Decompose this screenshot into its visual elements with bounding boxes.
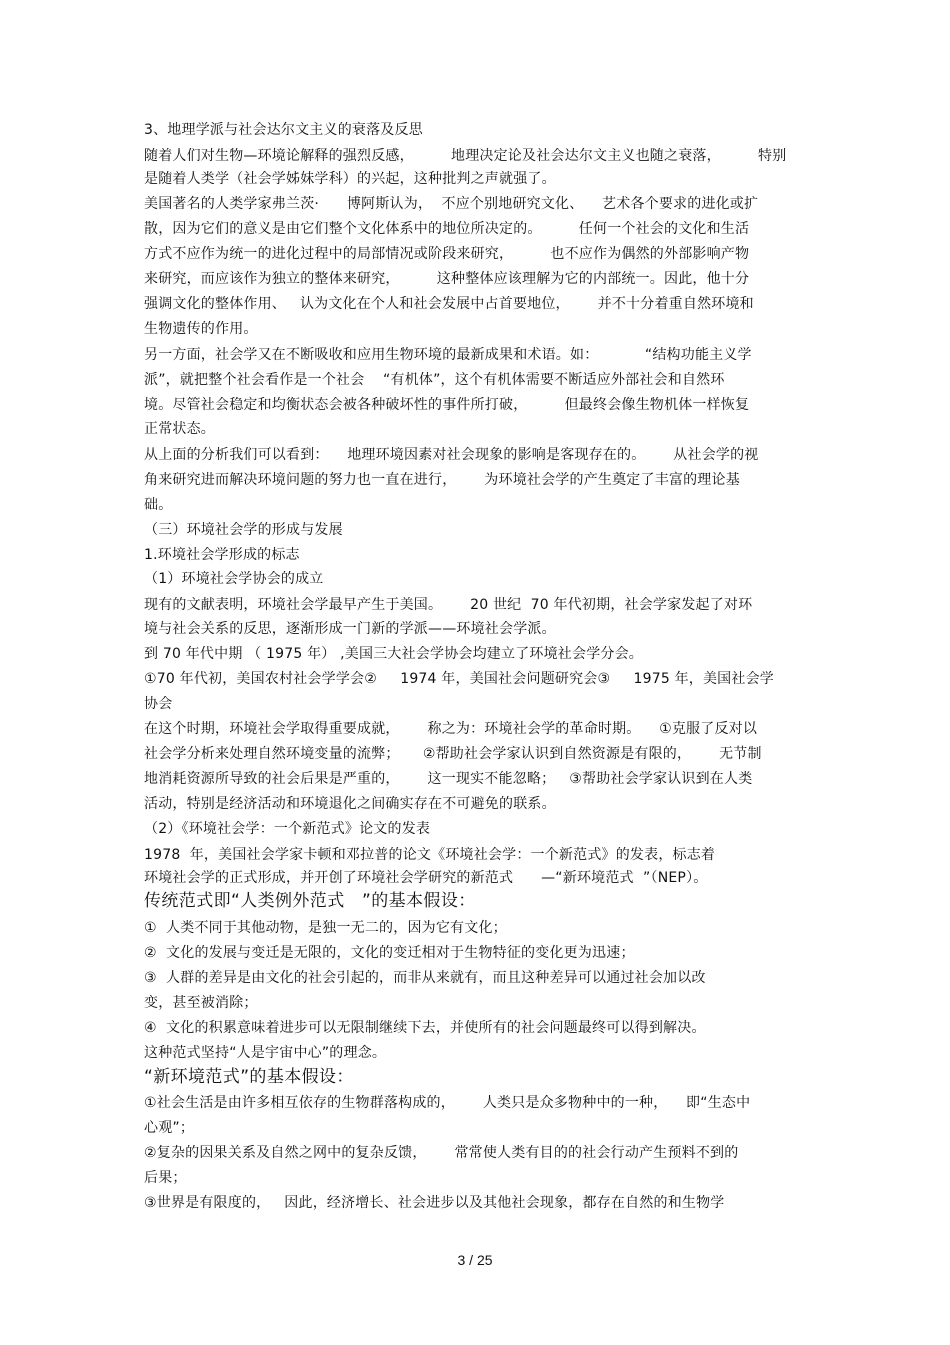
- section-heading: “新环境范式”的基本假设：: [144, 1067, 354, 1087]
- list-item: ③ 人群的差异是由文化的社会引起的，而非从来就有，而且这种差异可以通过社会加以改: [144, 970, 706, 986]
- paragraph-line: 这种范式坚持“人是宇宙中心”的理念。: [144, 1045, 387, 1061]
- paragraph-line: 础。: [144, 497, 173, 513]
- list-item: 变，甚至被消除；: [144, 995, 258, 1011]
- paragraph-line: 境与社会关系的反思，逐渐形成一门新的学派——环境社会学派。: [144, 621, 556, 637]
- subsection-heading: 1.环境社会学形成的标志: [144, 547, 300, 563]
- paragraph-line: 在这个时期，环境社会学取得重要成就， 称之为：环境社会学的革命时期。 ①克服了反对以: [144, 721, 758, 737]
- list-item: ①社会生活是由许多相互依存的生物群落构成的， 人类只是众多物种中的一种， 即“生态中: [144, 1095, 751, 1111]
- paragraph-line: 角来研究进而解决环境问题的努力也一直在进行， 为环境社会学的产生奠定了丰富的理论基: [144, 472, 740, 488]
- section-heading: 传统范式即“人类例外范式 ”的基本假设：: [144, 891, 476, 911]
- paragraph-line: 另一方面，社会学又在不断吸收和应用生物环境的最新成果和术语。如： “结构功能主义学: [144, 347, 752, 363]
- paragraph-line: ①70 年代初，美国农村社会学学会② 1974 年，美国社会问题研究会③ 1975 年，美国社会学: [144, 671, 774, 687]
- subsection-heading: （2）《环境社会学：一个新范式》论文的发表: [144, 821, 431, 837]
- paragraph-line: 是随着人类学（社会学姊妹学科）的兴起，这种批判之声就强了。: [144, 171, 556, 187]
- paragraph-line: 来研究，而应该作为独立的整体来研究， 这种整体应该理解为它的内部统一。因此，他十分: [144, 271, 750, 287]
- paragraph-line: 协会: [144, 696, 173, 712]
- list-item: ③世界是有限度的， 因此，经济增长、社会进步以及其他社会现象，都存在自然的和生物学: [144, 1195, 725, 1211]
- paragraph-line: 到 70 年代中期 （ 1975 年） ,美国三大社会学协会均建立了环境社会学分会。: [144, 646, 643, 662]
- list-item: ④ 文化的积累意味着进步可以无限制继续下去，并使所有的社会问题最终可以得到解决。: [144, 1020, 706, 1036]
- page-number: 3 / 25: [457, 1252, 493, 1268]
- list-item: ① 人类不同于其他动物，是独一无二的，因为它有文化；: [144, 920, 507, 936]
- paragraph-line: 社会学分析来处理自然环境变量的流弊； ②帮助社会学家认识到自然资源是有限的， 无节制: [144, 746, 762, 762]
- paragraph-line: 生物遗传的作用。: [144, 321, 258, 337]
- paragraph-line: 强调文化的整体作用、 认为文化在个人和社会发展中占首要地位， 并不十分着重自然环境和: [144, 296, 754, 312]
- paragraph-line: 派”，就把整个社会看作是一个社会 “有机体”，这个有机体需要不断适应外部社会和自然环: [144, 372, 725, 388]
- section-heading: 3、地理学派与社会达尔文主义的衰落及反思: [144, 122, 423, 138]
- list-item: 心观”；: [144, 1120, 195, 1136]
- paragraph-line: 1978 年，美国社会学家卡顿和邓拉普的论文《环境社会学：一个新范式》的发表，标志着: [144, 847, 716, 863]
- paragraph-line: 现有的文献表明，环境社会学最早产生于美国。 20 世纪 70 年代初期，社会学家发起了对环: [144, 597, 753, 613]
- paragraph-line: 环境社会学的正式形成，并开创了环境社会学研究的新范式 —“新环境范式 ”（NEP）。: [144, 870, 708, 886]
- paragraph-line: 正常状态。: [144, 421, 215, 437]
- paragraph-line: 随着人们对生物—环境论解释的强烈反感， 地理决定论及社会达尔文主义也随之衰落， 特别: [144, 148, 787, 164]
- list-item: 后果；: [144, 1170, 187, 1186]
- paragraph-line: 地消耗资源所导致的社会后果是严重的， 这一现实不能忽略； ③帮助社会学家认识到在人类: [144, 771, 753, 787]
- paragraph-line: 境。尽管社会稳定和均衡状态会被各种破坏性的事件所打破， 但最终会像生物机体一样恢复: [144, 397, 750, 413]
- list-item: ②复杂的因果关系及自然之网中的复杂反馈， 常常使人类有目的的社会行动产生预料不到的: [144, 1145, 739, 1161]
- subsection-heading: （1）环境社会学协会的成立: [144, 571, 324, 587]
- section-heading: （三）环境社会学的形成与发展: [144, 522, 343, 538]
- paragraph-line: 从上面的分析我们可以看到： 地理环境因素对社会现象的影响是客现存在的。 从社会学的视: [144, 447, 759, 463]
- list-item: ② 文化的发展与变迁是无限的，文化的变迁相对于生物特征的变化更为迅速；: [144, 945, 635, 961]
- paragraph-line: 美国著名的人类学家弗兰茨· 博阿斯认为， 不应个别地研究文化、 艺术各个要求的进化或扩: [144, 196, 759, 212]
- paragraph-line: 活动，特别是经济活动和环境退化之间确实存在不可避免的联系。: [144, 796, 556, 812]
- paragraph-line: 散，因为它们的意义是由它们整个文化体系中的地位所决定的。 任何一个社会的文化和生活: [144, 221, 750, 237]
- paragraph-line: 方式不应作为统一的进化过程中的局部情况或阶段来研究， 也不应作为偶然的外部影响产物: [144, 246, 750, 262]
